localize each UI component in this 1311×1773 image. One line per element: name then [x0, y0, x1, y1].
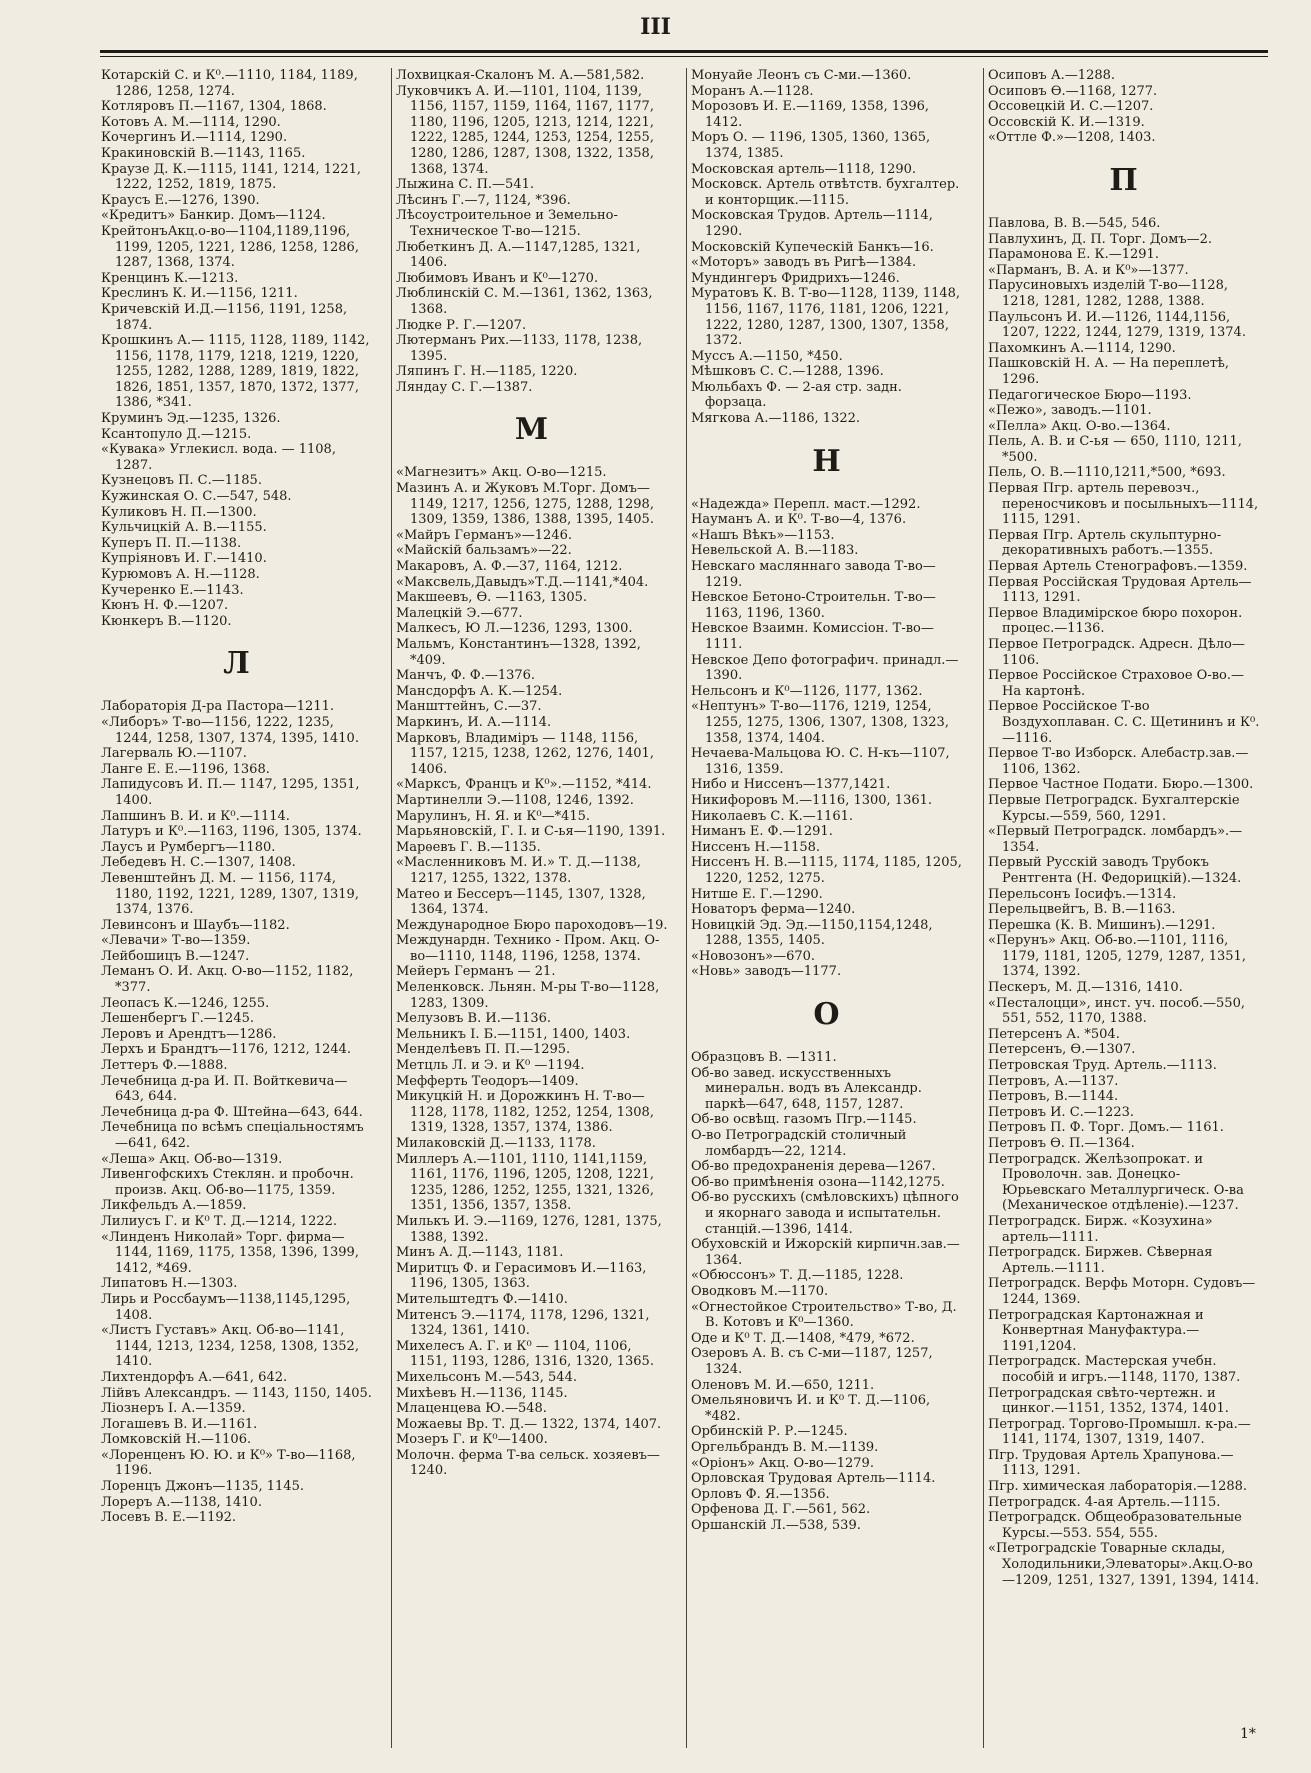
directory-entry: Первая Пгр. Артель скульптурно-декоративныхъ работъ.—1355.: [988, 527, 1222, 559]
directory-entry: Перельцвейгъ, В. В.—1163.: [988, 902, 1176, 918]
directory-entry: «Майръ Германъ»—1246.: [396, 527, 572, 543]
directory-entry: Первое Т-во Изборск. Алебастр.зав.—1106, 1362.: [988, 746, 1249, 777]
directory-entry: Петерсенъ, Ѳ.—1307.: [988, 1042, 1136, 1058]
directory-entry: Лапидусовъ И. П.— 1147, 1295, 1351, 1400.: [101, 777, 360, 808]
directory-entry: Макшеевъ, Ѳ. —1163, 1305.: [396, 590, 588, 606]
directory-entry: Перельсонъ Іосифъ.—1314.: [988, 886, 1177, 902]
directory-entry: Ниссенъ Н. В.—1115, 1174, 1185, 1205, 1220, 1252, 1275.: [691, 855, 962, 886]
directory-entry: Леттеръ Ф.—1888.: [101, 1058, 228, 1074]
directory-entry: Лихтендорфъ А.—641, 642.: [101, 1369, 288, 1385]
directory-entry: Невское Депо фотографич. принадл.—1390.: [691, 652, 959, 684]
directory-entry: Лечебница по всѣмъ спеціальностямъ—641, 642.: [101, 1120, 364, 1151]
directory-entry: Педагогическое Бюро—1193.: [988, 387, 1192, 403]
directory-entry: Марковъ, Владиміръ — 1148, 1156, 1157, 1215, 1238, 1262, 1276, 1401, 1406.: [396, 730, 654, 777]
directory-entry: Петроградская Картонажная и Конвертная Мануфактура.—1191,1204.: [988, 1307, 1204, 1354]
directory-entry: Павлова, В. В.—545, 546.: [988, 215, 1161, 231]
directory-entry: Лореръ А.—1138, 1410.: [101, 1494, 262, 1510]
directory-entry: «Песталоцци», инст. уч. пособ.—550, 551, 552, 1170, 1388.: [988, 995, 1245, 1027]
directory-entry: Луковчикъ А. И.—1101, 1104, 1139, 1156, 1157, 1159, 1164, 1167, 1177, 1180, 1196, 1205, 1213, 1214, 1221, 1222, 1285, 1244, 1253, 1254, 1255, 1280, 1286, 1287, 1308, 1322, 1358, 1368, 1374.: [396, 83, 654, 177]
directory-entry: Муратовъ К. В. Т-во—1128, 1139, 1148, 1156, 1167, 1176, 1181, 1206, 1221, 1222, 1280, 1287, 1300, 1307, 1358, 1372.: [691, 286, 961, 349]
directory-entry: Осиповъ Ѳ.—1168, 1277.: [988, 83, 1158, 99]
directory-entry: Первые Петроградск. Бухгалтерскіе Курсы.—559, 560, 1291.: [988, 792, 1240, 824]
directory-entry: Мартинелли Э.—1108, 1246, 1392.: [396, 792, 634, 808]
directory-entry: Осиповъ А.—1288.: [988, 68, 1116, 83]
directory-entry: «Нептунъ» Т-во—1176, 1219, 1254, 1255, 1275, 1306, 1307, 1308, 1323, 1358, 1374, 1404.: [691, 699, 949, 746]
directory-entry: Петроградск. 4-ая Артель.—1115.: [988, 1494, 1221, 1510]
directory-entry: Ксантопуло Д.—1215.: [101, 426, 252, 442]
directory-entry: КрейтонъАкц.о-во—1104,1189,1196, 1199, 1205, 1221, 1286, 1258, 1286, 1287, 1368, 1374.: [101, 223, 359, 271]
directory-entry: Млаценцева Ю.—548.: [396, 1401, 547, 1417]
directory-entry: Логашевъ В. И.—1161.: [101, 1416, 258, 1432]
directory-entry: Латуръ и К⁰.—1163, 1196, 1305, 1374.: [101, 824, 362, 840]
directory-entry: Орфенова Д. Г.—561, 562.: [691, 1502, 871, 1518]
directory-column-2: [396, 68, 668, 1479]
directory-entry: Орловская Трудовая Артель—1114.: [691, 1471, 936, 1487]
directory-entry: Леманъ О. И. Акц. О-во—1152, 1182, *377.: [101, 964, 354, 996]
directory-column-4: [988, 68, 1260, 1588]
directory-entry: Петерсенъ А. *504.: [988, 1026, 1120, 1042]
directory-entry: Куликовъ Н. П.—1300.: [101, 504, 257, 520]
directory-entry: Лечебница д-ра Ф. Штейна—643, 644.: [101, 1104, 363, 1120]
directory-entry: «Первый Петроградск. ломбардъ».—1354.: [988, 824, 1243, 855]
directory-entry: Междунардн. Технико - Пром. Акц. О-во—1110, 1148, 1196, 1258, 1374.: [396, 933, 660, 964]
directory-entry: «Петроградскіе Товарные склады, Холодильники,Элеваторы».Акц.О-во—1209, 1251, 1327, 1391, 1394, 1414.: [988, 1541, 1259, 1588]
directory-entry: Петроградск. Бирж. «Козухина» артель—1111.: [988, 1213, 1213, 1245]
directory-entry: Лійвъ Александръ. — 1143, 1150, 1405.: [101, 1385, 372, 1401]
directory-entry: «Листъ Густавъ» Акц. Об-во—1141, 1144, 1213, 1234, 1258, 1308, 1352, 1410.: [101, 1323, 359, 1370]
directory-entry: Липатовъ Н.—1303.: [101, 1276, 238, 1292]
directory-entry: Лаусъ и Румбергъ—1180.: [101, 839, 276, 855]
directory-entry: «Майскій бальзамъ»—22.: [396, 543, 572, 559]
directory-entry: Моръ О. — 1196, 1305, 1360, 1365, 1374, 1385.: [691, 130, 931, 161]
directory-entry: Кужинская О. С.—547, 548.: [101, 489, 292, 505]
directory-entry: Оссовскій К. И.—1319.: [988, 114, 1145, 130]
directory-entry: Петроград. Торгово-Промышл. к-ра.—1141, 1174, 1307, 1319, 1407.: [988, 1416, 1251, 1448]
directory-entry: Оленовъ М. И.—650, 1211.: [691, 1377, 875, 1393]
page-number: III: [640, 14, 671, 40]
directory-entry: Миритцъ Ф. и Герасимовъ И.—1163, 1196, 1305, 1363.: [396, 1260, 647, 1292]
directory-entry: Мозеръ Г. и К⁰—1400.: [396, 1432, 548, 1448]
directory-entry: Международное Бюро пароходовъ—19.: [396, 917, 668, 933]
column-divider: [391, 68, 392, 1748]
directory-entry: Петроградск. Желѣзопрокат. и Проволочн. зав. Донецко-Юрьевскаго Металлургическ. О-ва (Механическое отдѣленіе).—1237.: [988, 1151, 1244, 1214]
directory-entry: Михѣевъ Н.—1136, 1145.: [396, 1385, 568, 1401]
directory-entry: Мѣшковъ С. С.—1288, 1396.: [691, 364, 884, 380]
directory-entry: «Линденъ Николай» Торг. фирма—1144, 1169, 1175, 1358, 1396, 1399, 1412, *469.: [101, 1229, 359, 1276]
directory-entry: «Марксъ, Францъ и К⁰».—1152, *414.: [396, 777, 652, 793]
directory-entry: Нитше Е. Г.—1290.: [691, 886, 823, 902]
directory-entry: Пгр. химическая лабораторія.—1288.: [988, 1479, 1248, 1495]
directory-entry: Ланге Е. Е.—1196, 1368.: [101, 761, 270, 777]
directory-entry: Об-во освѣщ. газомъ Пгр.—1145.: [691, 1112, 917, 1128]
directory-entry: Люблинскій С. М.—1361, 1362, 1363, 1368.: [396, 286, 653, 317]
directory-entry: Оршанскій Л.—538, 539.: [691, 1517, 861, 1533]
directory-entry: Орловъ Ф. Я.—1356.: [691, 1486, 830, 1502]
directory-entry: Кренцинъ К.—1213.: [101, 270, 239, 286]
directory-entry: Леровъ и Арендтъ—1286.: [101, 1026, 277, 1042]
directory-entry: «Нашъ Вѣкъ»—1153.: [691, 527, 835, 543]
directory-entry: Кучеренко Е.—1143.: [101, 582, 244, 598]
directory-entry: Кюнкеръ В.—1120.: [101, 613, 232, 629]
directory-entry: Малецкій Э.—677.: [396, 605, 523, 621]
directory-entry: Ляпинъ Г. Н.—1185, 1220.: [396, 364, 578, 380]
directory-entry: Никифоровъ М.—1116, 1300, 1361.: [691, 792, 933, 808]
directory-entry: Пахомкинъ А.—1114, 1290.: [988, 340, 1176, 356]
directory-entry: Лечебница д-ра И. П. Войткевича—643, 644.: [101, 1073, 348, 1105]
directory-entry: Лѣсинъ Г.—7, 1124, *396.: [396, 192, 571, 208]
directory-entry: Миллеръ А.—1101, 1110, 1141,1159, 1161, 1176, 1196, 1205, 1208, 1221, 1235, 1286, 1252, 1255, 1321, 1326, 1351, 1356, 1357, 1358.: [396, 1151, 654, 1214]
directory-entry: Мельникъ І. Б.—1151, 1400, 1403.: [396, 1026, 631, 1042]
directory-entry: Лагерваль Ю.—1107.: [101, 746, 247, 762]
directory-entry: Петроградская свѣто-чертежн. и цинког.—1151, 1352, 1374, 1401.: [988, 1385, 1229, 1417]
directory-entry: Купріяновъ И. Г.—1410.: [101, 551, 267, 567]
directory-entry: Новаторъ ферма—1240.: [691, 902, 856, 918]
directory-entry: Мундингеръ Фридрихъ—1246.: [691, 270, 900, 286]
directory-entry: Митенсъ Э.—1174, 1178, 1296, 1321, 1324, 1361, 1410.: [396, 1307, 650, 1339]
directory-entry: Кракиновскій В.—1143, 1165.: [101, 145, 306, 161]
directory-entry: Первое Россійское Страховое О-во.—На картонѣ.: [988, 668, 1245, 699]
directory-entry: Нечаева-Мальцова Ю. С. Н-къ—1107, 1316, 1359.: [691, 746, 950, 777]
directory-entry: О-во Петроградскій столичный ломбардъ—22, 1214.: [691, 1128, 907, 1159]
directory-entry: Нельсонъ и К⁰—1126, 1177, 1362.: [691, 683, 923, 699]
directory-entry: Морозовъ И. Е.—1169, 1358, 1396, 1412.: [691, 99, 930, 130]
directory-entry: Петровъ И. С.—1223.: [988, 1104, 1134, 1120]
directory-entry: Марьяновскій, Г. І. и С-ья—1190, 1391.: [396, 824, 666, 840]
directory-entry: Московская артель—1118, 1290.: [691, 161, 917, 177]
directory-entry: Петровъ, А.—1137.: [988, 1073, 1119, 1089]
directory-entry: Невскаго масляннаго завода Т-во—1219.: [691, 559, 936, 590]
directory-column-3: [691, 68, 963, 1533]
directory-entry: Оргельбрандъ В. М.—1139.: [691, 1439, 879, 1455]
directory-entry: «Надежда» Перепл. маст.—1292.: [691, 496, 921, 512]
directory-entry: Курюмовъ А. Н.—1128.: [101, 567, 260, 582]
directory-entry: Минъ А. Д.—1143, 1181.: [396, 1245, 564, 1261]
directory-entry: Ликфельдъ А.—1859.: [101, 1198, 247, 1214]
directory-entry: Лерхъ и Брандтъ—1176, 1212, 1244.: [101, 1042, 352, 1058]
directory-entry: «Оріонъ» Акц. О-во—1279.: [691, 1455, 874, 1471]
directory-entry: Мягкова А.—1186, 1322.: [691, 411, 861, 427]
directory-entry: Парамонова Е. К.—1291.: [988, 247, 1159, 263]
directory-entry: Петроградск. Биржев. Сѣверная Артель.—1111.: [988, 1245, 1213, 1276]
directory-entry: Московскій Купеческій Банкъ—16.: [691, 239, 934, 255]
directory-entry: Куперъ П. П.—1138.: [101, 535, 242, 551]
directory-entry: Пгр. Трудовая Артель Храпунова.—1113, 1291.: [988, 1447, 1234, 1479]
directory-entry: Краузе Д. К.—1115, 1141, 1214, 1221, 1222, 1252, 1819, 1875.: [101, 161, 361, 193]
column-divider: [983, 68, 984, 1748]
directory-entry: Марулинъ, Н. Я. и К⁰—*415.: [396, 808, 591, 824]
directory-entry: Лохвицкая-Скалонъ М. А.—581,582.: [396, 68, 645, 83]
directory-entry: Лоренцъ Джонъ—1135, 1145.: [101, 1479, 304, 1495]
directory-entry: Орбинскій Р. Р.—1245.: [691, 1424, 848, 1440]
directory-entry: Первое Петроградск. Адресн. Дѣло—1106.: [988, 637, 1245, 668]
directory-entry: Мефферть Теодоръ—1409.: [396, 1073, 579, 1089]
directory-entry: Парусиновыхъ изделій Т-во—1128, 1218, 1281, 1282, 1288, 1388.: [988, 278, 1228, 309]
directory-entry: Ломковскій Н.—1106.: [101, 1432, 252, 1448]
directory-entry: Первый Русскій заводъ Трубокъ Рентгента (Н. Федорицкій).—1324.: [988, 855, 1242, 886]
directory-entry: Метцль Л. и Э. и К⁰ —1194.: [396, 1058, 585, 1074]
directory-entry: Милаковскій Д.—1133, 1178.: [396, 1136, 596, 1151]
directory-entry: Первое Частное Подати. Бюро.—1300.: [988, 777, 1254, 793]
directory-entry: Нибо и Ниссенъ—1377,1421.: [691, 777, 891, 793]
directory-entry: Новицкій Эд. Эд.—1150,1154,1248, 1288, 1355, 1405.: [691, 917, 933, 949]
directory-entry: «Перунъ» Акц. Об-во.—1101, 1116, 1179, 1181, 1205, 1279, 1287, 1351, 1374, 1392.: [988, 933, 1246, 980]
directory-entry: Михелесъ А. Г. и К⁰ — 1104, 1106, 1151, 1193, 1286, 1316, 1320, 1365.: [396, 1338, 654, 1370]
directory-entry: «Максвель,Давыдъ»Т.Д.—1141,*404.: [396, 574, 649, 590]
directory-entry: Макаровъ, А. Ф.—37, 1164, 1212.: [396, 559, 623, 575]
directory-entry: Лѣсоустроительное и Земельно-Техническое Т-во—1215.: [396, 208, 618, 239]
directory-entry: Образцовъ В. —1311.: [691, 1050, 837, 1066]
directory-entry: Кричевскій И.Д.—1156, 1191, 1258, 1874.: [101, 301, 348, 333]
directory-entry: Котовъ А. М.—1114, 1290.: [101, 114, 281, 130]
directory-entry: Петровъ Ѳ. П.—1364.: [988, 1136, 1135, 1151]
section-letter: О: [813, 997, 841, 1033]
directory-entry: Омельяновичъ И. и К⁰ Т. Д.—1106, *482.: [691, 1393, 931, 1424]
directory-entry: Об-во примѣненія озона—1142,1275.: [691, 1174, 945, 1190]
directory-entry: Монуайе Леонъ съ С-ми.—1360.: [691, 68, 912, 83]
directory-entry: Петровская Труд. Артель.—1113.: [988, 1058, 1217, 1074]
directory-entry: Московск. Артель отвѣтств. бухгалтер. и конторщик.—1115.: [691, 177, 960, 208]
directory-entry: «Новозонъ»—670.: [691, 948, 816, 964]
directory-entry: Левинсонъ и Шаубъ—1182.: [101, 917, 290, 933]
directory-entry: Науманъ А. и К⁰. Т-во—4, 1376.: [691, 512, 907, 528]
section-letter: Н: [812, 443, 842, 479]
directory-entry: Мелузовъ В. И.—1136.: [396, 1011, 552, 1027]
directory-entry: Мазинъ А. и Жуковъ М.Торг. Домъ—1149, 1217, 1256, 1275, 1288, 1298, 1309, 1359, 1386, 1388, 1395, 1405.: [396, 481, 654, 528]
directory-entry: «Парманъ, В. А. и К⁰»—1377.: [988, 262, 1189, 278]
directory-entry: Лилиусъ Г. и К⁰ Т. Д.—1214, 1222.: [101, 1213, 338, 1229]
directory-entry: Ліознеръ І. А.—1359.: [101, 1401, 246, 1417]
directory-entry: Павлухинъ, Д. П. Торг. Домъ—2.: [988, 231, 1213, 247]
directory-entry: Первое Россійское Т-во Воздухоплаван. С. С. Щетининъ и К⁰.—1116.: [988, 699, 1260, 746]
directory-entry: Лабораторія Д-ра Пастора—1211.: [101, 699, 334, 715]
directory-entry: Креслинъ К. И.—1156, 1211.: [101, 286, 298, 302]
directory-entry: Котляровъ П.—1167, 1304, 1868.: [101, 99, 327, 115]
directory-entry: «Моторъ» заводъ въ Ригѣ—1384.: [691, 255, 917, 271]
section-letter: М: [514, 412, 550, 448]
directory-entry: Микуцкій Н. и Дорожкинъ Н. Т-во—1128, 1178, 1182, 1252, 1254, 1308, 1319, 1328, 1357, 1374, 1386.: [396, 1089, 654, 1136]
directory-entry: Московская Трудов. Артель—1114, 1290.: [691, 208, 933, 239]
directory-entry: Лешенбергъ Г.—1245.: [101, 1011, 254, 1027]
directory-entry: «Пежо», заводъ.—1101.: [988, 403, 1152, 419]
directory-entry: Оводковъ М.—1170.: [691, 1283, 829, 1299]
directory-entry: Лебедевъ Н. С.—1307, 1408.: [101, 855, 296, 871]
directory-entry: «Оттле Ф.»—1208, 1403.: [988, 130, 1156, 146]
directory-entry: Николаевъ С. К.—1161.: [691, 808, 853, 824]
directory-column-1: [101, 68, 373, 1526]
directory-entry: Лосевъ В. Е.—1192.: [101, 1510, 237, 1526]
directory-entry: «Огнестойкое Строительство» Т-во, Д. В. Котовъ и К⁰—1360.: [691, 1299, 957, 1331]
directory-entry: Обуховскій и Ижорскій кирпичн.зав.—1364.: [691, 1237, 960, 1268]
directory-entry: Невельской А. В.—1183.: [691, 543, 859, 559]
directory-entry: Об-во русскихъ (смѣловскихъ) цѣпного и якорнаго завода и испытательн. станцій.—1396, 1414.: [691, 1190, 959, 1237]
directory-entry: Первая Артель Стенографовъ.—1359.: [988, 559, 1248, 575]
directory-entry: Левенштейнъ Д. М. — 1156, 1174, 1180, 1192, 1221, 1289, 1307, 1319, 1374, 1376.: [101, 870, 359, 918]
directory-entry: Об-во предохраненія дерева—1267.: [691, 1159, 936, 1175]
directory-entry: «Леша» Акц. Об-во—1319.: [101, 1151, 283, 1167]
directory-entry: «Масленниковъ М. И.» Т. Д.—1138, 1217, 1255, 1322, 1378.: [396, 855, 641, 886]
directory-entry: Краусъ Е.—1276, 1390.: [101, 192, 260, 208]
directory-entry: Можаевы Вр. Т. Д.— 1322, 1374, 1407.: [396, 1416, 662, 1432]
directory-entry: Мительштедтъ Ф.—1410.: [396, 1291, 568, 1307]
directory-entry: Первая Россійская Трудовая Артель—1113, 1291.: [988, 574, 1252, 606]
directory-entry: Пель, А. В. и С-ья — 650, 1110, 1211, *500.: [988, 434, 1242, 465]
directory-entry: Круминъ Эд.—1235, 1326.: [101, 411, 281, 427]
directory-entry: Михельсонъ М.—543, 544.: [396, 1369, 577, 1385]
column-divider: [686, 68, 687, 1748]
header-rule-thick: [100, 50, 1268, 53]
directory-entry: Кузнецовъ П. С.—1185.: [101, 473, 262, 489]
directory-entry: Лютерманъ Рих.—1133, 1178, 1238, 1395.: [396, 333, 643, 364]
directory-entry: Пескеръ, М. Д.—1316, 1410.: [988, 980, 1183, 996]
directory-entry: Маншттейнъ, С.—37.: [396, 699, 542, 715]
directory-entry: Петроградск. Верфь Моторн. Судовъ—1244, 1369.: [988, 1276, 1256, 1307]
directory-entry: Пель, О. В.—1110,1211,*500, *693.: [988, 465, 1226, 481]
directory-entry: Матео и Бессеръ—1145, 1307, 1328, 1364, 1374.: [396, 886, 646, 918]
directory-entry: «Лоренценъ Ю. Ю. и К⁰» Т-во—1168, 1196.: [101, 1447, 356, 1479]
directory-entry: Петроградск. Общеобразовательные Курсы.—553. 554, 555.: [988, 1510, 1242, 1541]
directory-entry: «Обюссонъ» Т. Д.—1185, 1228.: [691, 1268, 904, 1284]
directory-entry: Менделѣевъ П. П.—1295.: [396, 1042, 571, 1058]
directory-entry: Первое Владимірское бюро похорон. процес.—1136.: [988, 605, 1243, 637]
directory-entry: Петроградск. Мастерская учебн. пособій и игръ.—1148, 1170, 1387.: [988, 1354, 1241, 1385]
directory-entry: «Либоръ» Т-во—1156, 1222, 1235, 1244, 1258, 1307, 1374, 1395, 1410.: [101, 714, 359, 746]
directory-entry: Паульсонъ И. И.—1126, 1144,1156, 1207, 1222, 1244, 1279, 1319, 1374.: [988, 309, 1246, 341]
directory-entry: Оссовецкій И. С.—1207.: [988, 99, 1154, 115]
directory-entry: Петровъ П. Ф. Торг. Домъ.— 1161.: [988, 1120, 1224, 1136]
directory-entry: Муссъ А.—1150, *450.: [691, 348, 843, 364]
directory-entry: Людке Р. Г.—1207.: [396, 317, 527, 333]
directory-entry: Мюльбахъ Ф. — 2-ая стр. задн. форзаца.: [691, 379, 902, 411]
directory-entry: Об-во завед. искусственныхъ минеральн. водъ въ Александр. паркѣ—647, 648, 1157, 1287.: [691, 1065, 922, 1112]
directory-entry: «Левачи» Т-во—1359.: [101, 933, 251, 949]
directory-entry: Ниссенъ Н.—1158.: [691, 839, 821, 855]
directory-entry: Лапшинъ В. И. и К⁰.—1114.: [101, 808, 290, 824]
directory-entry: Озеровъ А. В. съ С-ми—1187, 1257, 1324.: [691, 1346, 933, 1377]
printer-signature: 1*: [1240, 1726, 1256, 1742]
directory-entry: Мансдорфъ А. К.—1254.: [396, 683, 563, 699]
directory-entry: Первая Пгр. артель перевозч., переносчиковъ и посыльныхъ—1114, 1115, 1291.: [988, 481, 1259, 528]
directory-entry: Лирь и Россбаумъ—1138,1145,1295, 1408.: [101, 1291, 351, 1323]
directory-entry: Оде и К⁰ Т. Д.—1408, *479, *672.: [691, 1330, 915, 1346]
directory-entry: «Новь» заводъ—1177.: [691, 964, 842, 980]
directory-entry: Лыжина С. П.—541.: [396, 177, 534, 193]
section-letter: П: [1109, 162, 1139, 198]
directory-entry: Леопасъ К.—1246, 1255.: [101, 995, 270, 1011]
directory-entry: Пашковскій Н. А. — На переплетѣ, 1296.: [988, 356, 1230, 387]
directory-entry: Кочергинъ И.—1114, 1290.: [101, 130, 288, 146]
directory-entry: Кульчицкій А. В.—1155.: [101, 520, 267, 536]
directory-entry: «Кувака» Углекисл. вода. — 1108, 1287.: [101, 442, 336, 473]
directory-entry: Котарскій С. и К⁰.—1110, 1184, 1189, 1286, 1258, 1274.: [101, 68, 358, 99]
directory-entry: Любимовъ Иванъ и К⁰—1270.: [396, 270, 599, 286]
directory-entry: Мальмъ, Константинъ—1328, 1392, *409.: [396, 637, 641, 668]
directory-entry: Ниманъ Е. Ф.—1291.: [691, 824, 833, 840]
directory-entry: Моранъ А.—1128.: [691, 83, 814, 99]
directory-entry: Милькъ И. Э.—1169, 1276, 1281, 1375, 1388, 1392.: [396, 1213, 662, 1245]
directory-entry: «Магнезитъ» Акц. О-во—1215.: [396, 465, 607, 481]
directory-entry: Малкесъ, Ю Л.—1236, 1293, 1300.: [396, 621, 633, 637]
directory-entry: Крошкинъ А.— 1115, 1128, 1189, 1142, 1156, 1178, 1179, 1218, 1219, 1220, 1255, 1282, 1288, 1289, 1819, 1822, 1826, 1851, 1357, 1870, 1372, 1377, 1386, *341.: [101, 333, 370, 411]
directory-entry: Ляндау С. Г.—1387.: [396, 379, 533, 395]
directory-entry: Манчъ, Ф. Ф.—1376.: [396, 668, 536, 684]
directory-entry: Марѳевъ Г. В.—1135.: [396, 839, 541, 855]
directory-entry: Меленковск. Льнян. М-ры Т-во—1128, 1283, 1309.: [396, 980, 660, 1011]
directory-entry: Лейбошицъ В.—1247.: [101, 948, 250, 964]
directory-entry: Ливенгофскихъ Стеклян. и пробочн. произв. Акц. Об-во—1175, 1359.: [101, 1167, 354, 1198]
directory-entry: «Пелла» Акц. О-во.—1364.: [988, 418, 1171, 434]
section-letter: Л: [223, 646, 251, 682]
directory-entry: Невское Взаимн. Комиссіон. Т-во—1111.: [691, 621, 934, 652]
directory-entry: Молочн. ферма Т-ва сельск. хозяевъ—1240.: [396, 1447, 660, 1479]
header-rule-thin: [100, 56, 1268, 57]
directory-entry: Любеткинъ Д. А.—1147,1285, 1321, 1406.: [396, 239, 641, 271]
directory-entry: «Кредитъ» Банкир. Домъ—1124.: [101, 208, 326, 224]
directory-entry: Мейеръ Германъ — 21.: [396, 964, 556, 980]
directory-entry: Перешка (К. В. Мишинъ).—1291.: [988, 917, 1216, 933]
directory-entry: Маркинъ, И. А.—1114.: [396, 714, 552, 730]
directory-entry: Кюнъ Н. Ф.—1207.: [101, 598, 229, 614]
directory-entry: Невское Бетоно-Строительн. Т-во—1163, 1196, 1360.: [691, 590, 936, 621]
directory-entry: Петровъ, В.—1144.: [988, 1089, 1119, 1105]
